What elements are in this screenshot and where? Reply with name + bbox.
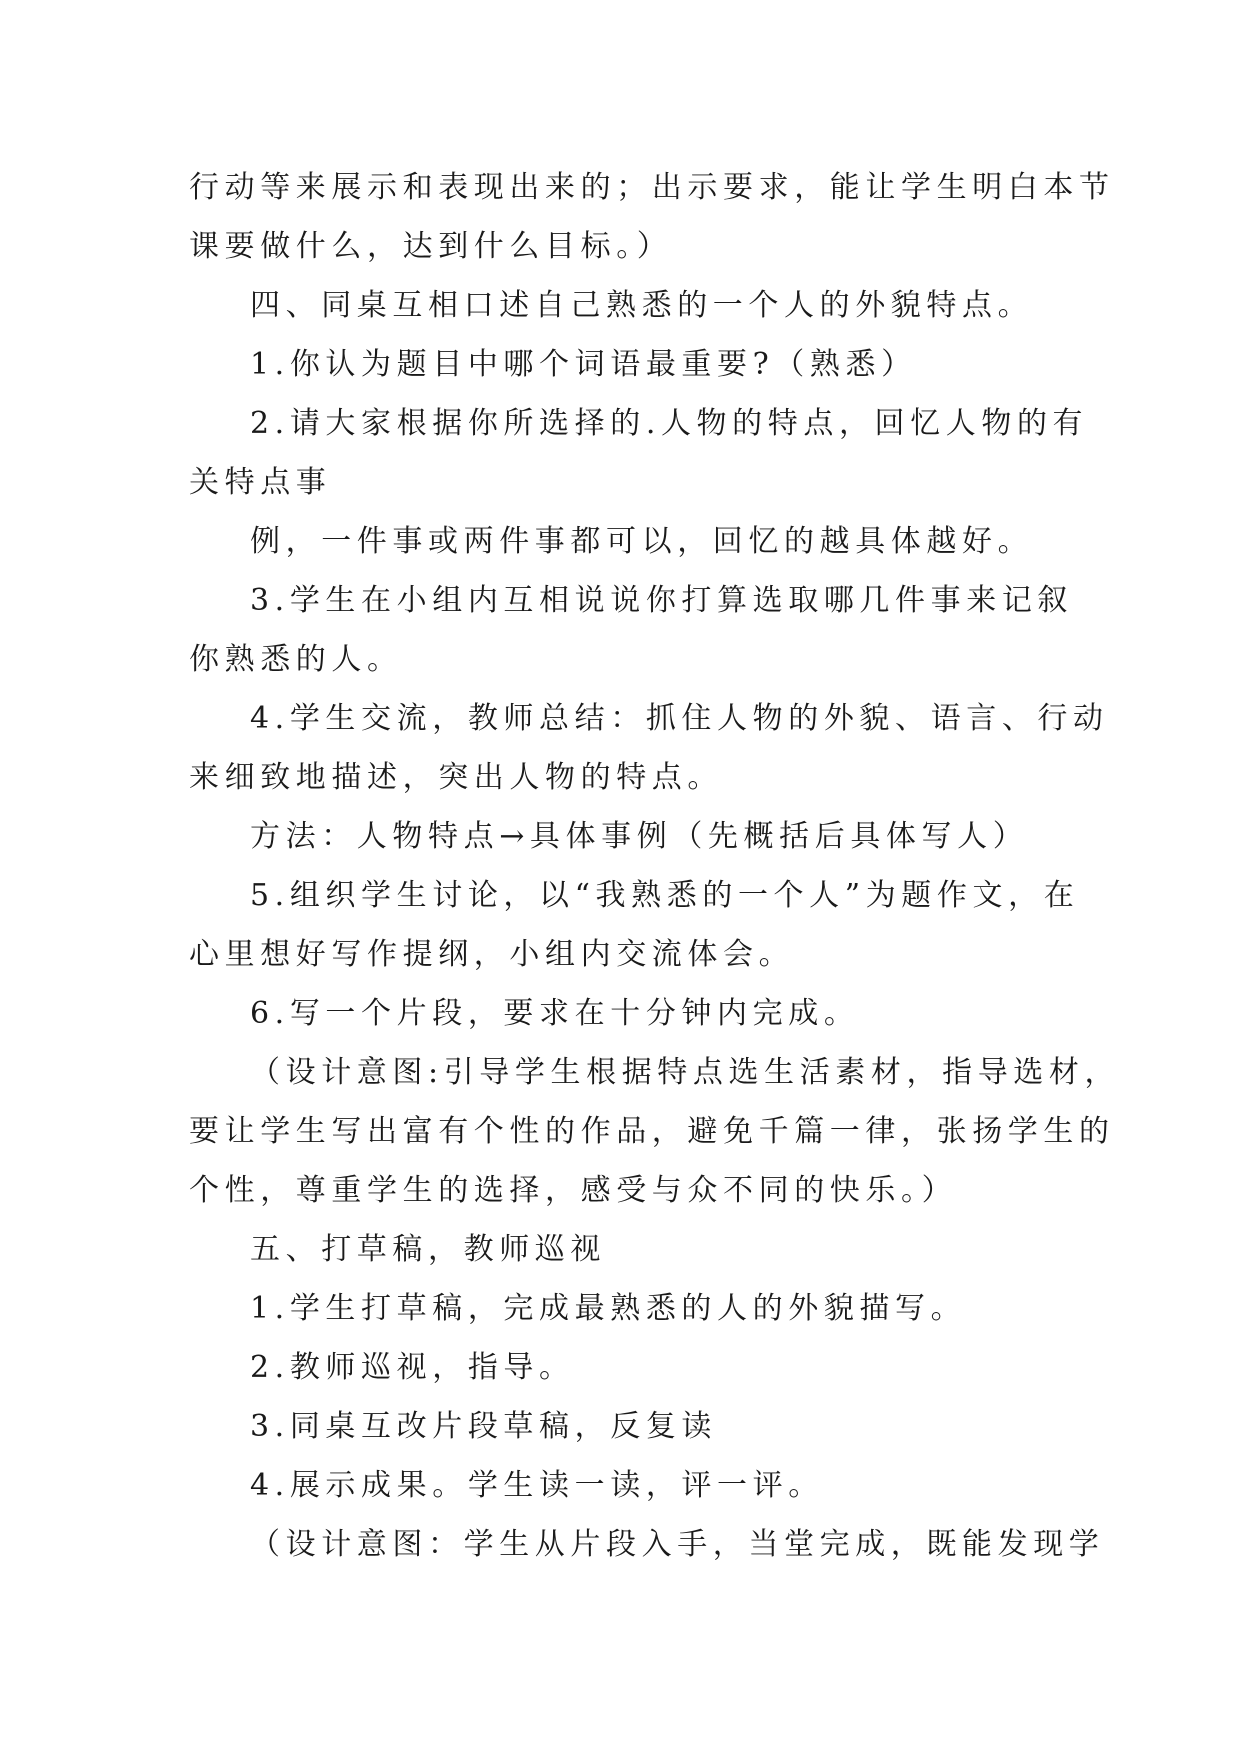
design-intent-note: （设计意图:引导学生根据特点选生活素材，指导选材， xyxy=(250,1055,1121,1090)
list-item: 2.教师巡视，指导。 xyxy=(250,1350,575,1385)
paragraph-line: 例，一件事或两件事都可以，回忆的越具体越好。 xyxy=(250,524,1034,559)
paragraph-line: 关特点事 xyxy=(189,465,332,500)
list-item: 1.你认为题目中哪个词语最重要?（熟悉） xyxy=(250,347,917,382)
list-item: 4.学生交流，教师总结：抓住人物的外貌、语言、行动 xyxy=(250,701,1109,736)
paragraph-line: 课要做什么，达到什么目标。） xyxy=(189,229,673,264)
list-item: 5.组织学生讨论，以“我熟悉的一个人”为题作文，在 xyxy=(250,878,1080,913)
paragraph-line: 个性，尊重学生的选择，感受与众不同的快乐。） xyxy=(189,1173,958,1208)
paragraph-line: 要让学生写出富有个性的作品，避免千篇一律，张扬学生的 xyxy=(189,1114,1115,1149)
design-intent-note: （设计意图：学生从片段入手，当堂完成，既能发现学 xyxy=(250,1527,1105,1562)
list-item: 2.请大家根据你所选择的.人物的特点，回忆人物的有 xyxy=(250,406,1089,441)
paragraph-line: 来细致地描述，突出人物的特点。 xyxy=(189,760,723,795)
paragraph-line: 行动等来展示和表现出来的；出示要求，能让学生明白本节 xyxy=(189,170,1115,205)
section-heading-4: 四、同桌互相口述自己熟悉的一个人的外貌特点。 xyxy=(250,288,1034,323)
method-line: 方法：人物特点→具体事例（先概括后具体写人） xyxy=(250,819,1029,854)
list-item: 1.学生打草稿，完成最熟悉的人的外貌描写。 xyxy=(250,1291,967,1326)
list-item: 4.展示成果。学生读一读，评一评。 xyxy=(250,1468,824,1503)
list-item: 3.学生在小组内互相说说你打算选取哪几件事来记叙 xyxy=(250,583,1074,618)
section-heading-5: 五、打草稿，教师巡视 xyxy=(250,1232,606,1267)
paragraph-line: 你熟悉的人。 xyxy=(189,642,403,677)
list-item: 6.写一个片段，要求在十分钟内完成。 xyxy=(250,996,860,1031)
paragraph-line: 心里想好写作提纲，小组内交流体会。 xyxy=(189,937,795,972)
list-item: 3.同桌互改片段草稿，反复读 xyxy=(250,1409,718,1444)
